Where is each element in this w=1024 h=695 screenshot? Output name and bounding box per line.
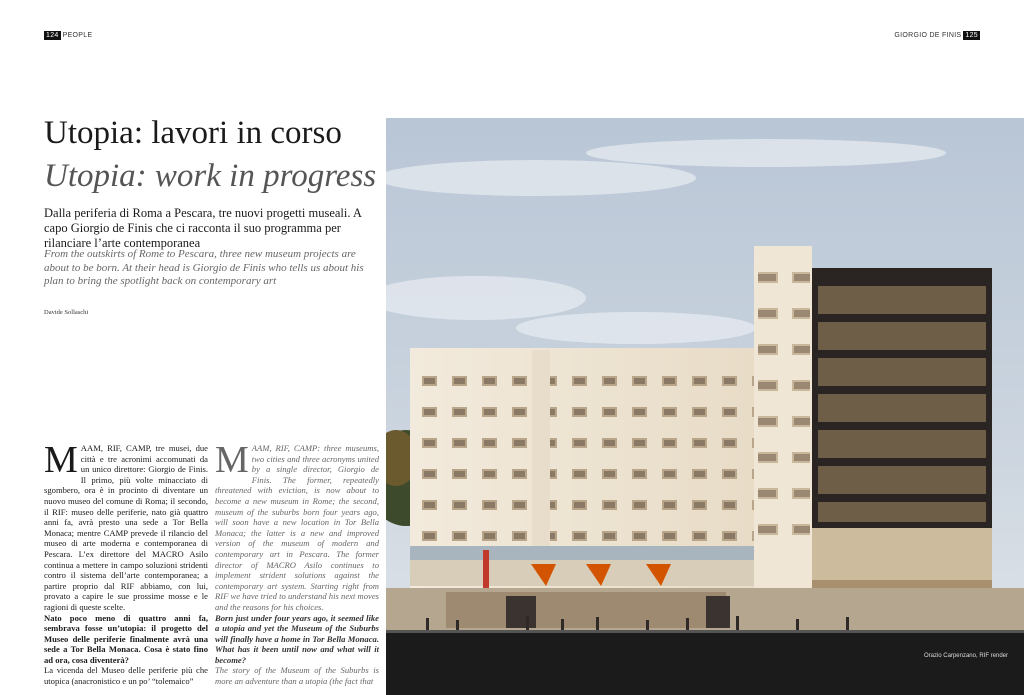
question-english: Born just under four years ago, it seemed like a utopia and yet the Museum of the Suburbs will finally have a home in Tor Bella Monaca. What has it been until now and what will it become? bbox=[215, 612, 379, 665]
paragraph-english-1-text: AAM, RIF, CAMP: three museums, two cities and three acronyms united by a single director, Giorgio de Finis. The former, repeatedly threatened with eviction, is now about to become a new museum in Rome; the second, museum of the suburbs born four years ago, will soon have a new location in Tor Bella Monaca; the latter is a new and improved version of the museum of modern and contemporary art in Pescara. The former director of MACRO Asilo continues to implement strident solutions against the contemporary art system. Starting right from RIF we have tried to understand his next moves and the reasons for his choices. bbox=[215, 443, 379, 612]
drop-cap-italian: M bbox=[44, 439, 78, 481]
right-page-number: 125 bbox=[965, 32, 978, 39]
author-byline: Davide Sollaschi bbox=[44, 309, 89, 316]
title-italian: Utopia: lavori in corso bbox=[44, 115, 342, 151]
paragraph-italian-1 bbox=[44, 439, 208, 613]
left-page-folio bbox=[44, 31, 92, 40]
question-italian: Nato poco meno di quattro anni fa, sembrava fosse un’utopia: il progetto del Museo delle periferie finalmente avrà una sede a Tor Bella Monaca. Cosa è stato fino ad ora, cosa diventerà? bbox=[44, 612, 208, 665]
body-column-english bbox=[215, 439, 379, 687]
body-column-italian bbox=[44, 439, 208, 687]
museum-render-illustration bbox=[386, 118, 1024, 695]
drop-cap-english: M bbox=[215, 439, 249, 481]
paragraph-english-1 bbox=[215, 439, 379, 613]
intro-italian: Dalla periferia di Roma a Pescara, tre nuovi progetti museali. A capo Giorgio de Finis che ci racconta il suo programma per rilanciare l’arte contemporanea bbox=[44, 206, 362, 250]
museum-render-image bbox=[386, 118, 1024, 695]
intro-english: From the outskirts of Rome to Pescara, three new museum projects are about to be born. At their head is Giorgio de Finis who tells us about his plan to bring the spotlight back on contemporary art bbox=[44, 248, 364, 287]
paragraph-italian-2: La vicenda del Museo delle periferie più che utopica (anacronistico e un po’ “tolemaico” bbox=[44, 665, 208, 687]
right-section-label: GIORGIO DE FINIS bbox=[894, 32, 962, 39]
image-caption: Orazio Carpenzano, RIF render bbox=[923, 653, 1008, 659]
paragraph-english-2: The story of the Museum of the Suburbs is more an adventure than a utopia (the fact that bbox=[215, 665, 379, 687]
paragraph-italian-1-text: AAM, RIF, CAMP, tre musei, due città e tre acronimi accomunati da un unico direttore: Giorgio de Finis. Il primo, più volte minacciato di sgombero, ora è in procinto di diventare un nuovo museo del comune di Roma; il secondo, il RIF: museo delle periferie, nato già quattro anni fa, avrà presto una sede a Tor Bella Monaca; mentre CAMP prevede il rilancio del museo di arte moderna e contemporanea di Pescara. L’ex direttore del MACRO Asilo continua a mettere in campo soluzioni stridenti contro il sistema dell’arte contemporanea; a partire proprio dal RIF abbiamo, con lui, provato a capire le sue prossime mosse e le ragioni di queste scelte. bbox=[44, 443, 208, 612]
title-english: Utopia: work in progress bbox=[44, 158, 377, 194]
left-section-label: PEOPLE bbox=[62, 32, 93, 39]
left-page-number: 124 bbox=[46, 32, 59, 39]
right-page-folio bbox=[894, 31, 980, 40]
